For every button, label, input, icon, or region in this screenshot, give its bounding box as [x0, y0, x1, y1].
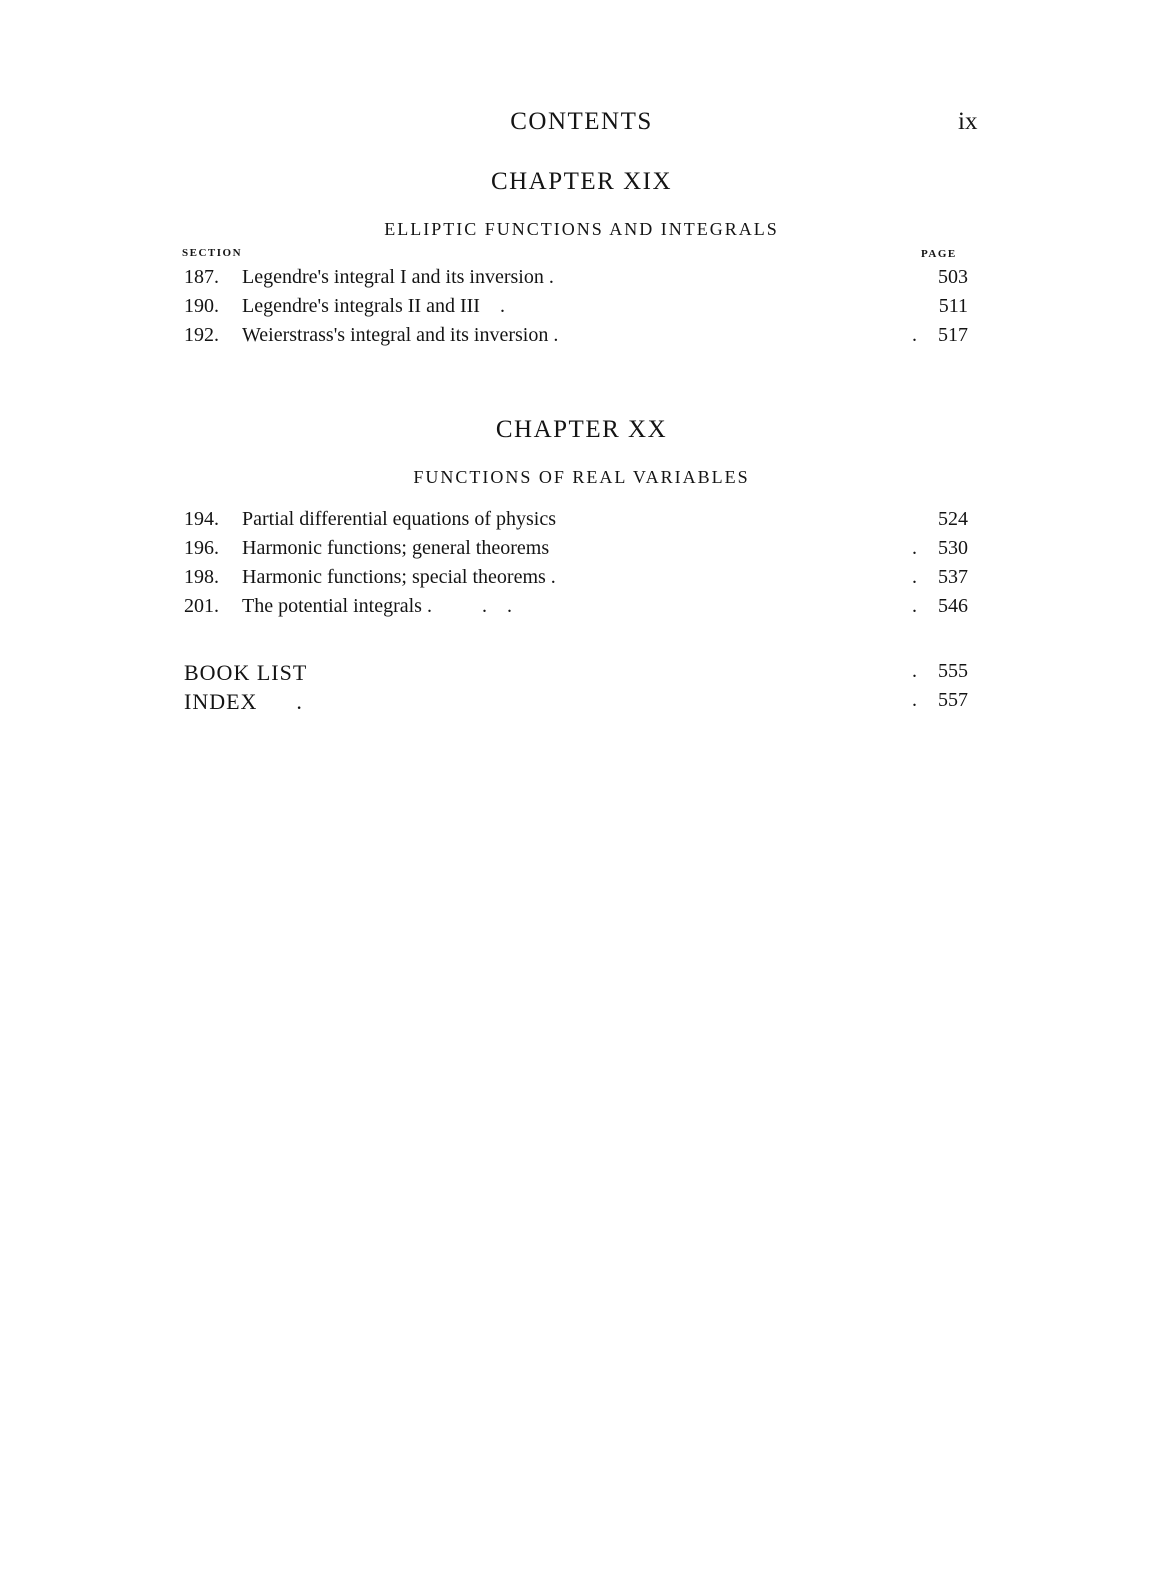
leader-dot: . — [912, 689, 918, 711]
leader-dot: . — [912, 566, 917, 588]
entry-title: Legendre's integrals II and III . — [242, 295, 505, 317]
section-number: 187. — [184, 266, 219, 288]
section-number: 196. — [184, 537, 219, 559]
toc-entry — [184, 566, 984, 594]
section-column-label: SECTION — [182, 247, 243, 259]
entry-title: Harmonic functions; general theorems — [242, 537, 550, 559]
toc-entry — [184, 266, 984, 294]
entry-title: Weierstrass's integral and its inversion . — [242, 324, 559, 346]
leader-dot: . — [912, 324, 917, 346]
running-head — [0, 108, 1163, 142]
section-number: 198. — [184, 566, 219, 588]
section-number: 190. — [184, 295, 219, 317]
page-column-label: PAGE — [921, 248, 957, 260]
leader-dot: . — [912, 537, 917, 559]
page-number: 503 — [938, 266, 968, 288]
toc-entry — [184, 295, 984, 323]
chapter-subject: ELLIPTIC FUNCTIONS AND INTEGRALS — [384, 219, 779, 239]
entry-title: Partial differential equations of physics — [242, 508, 556, 530]
entry-title: BOOK LIST — [184, 660, 308, 685]
page-number: 555 — [938, 660, 968, 682]
section-number: 201. — [184, 595, 219, 617]
chapter-subject: FUNCTIONS OF REAL VARIABLES — [413, 467, 750, 487]
section-number: 192. — [184, 324, 219, 346]
page-folio: ix — [958, 108, 978, 135]
entry-title: Harmonic functions; special theorems . — [242, 566, 556, 588]
toc-entry — [184, 537, 984, 565]
page-number: 546 — [938, 595, 968, 617]
page-number: 557 — [938, 689, 968, 711]
page-number: 511 — [938, 295, 968, 317]
page-number: 537 — [938, 566, 968, 588]
back-matter-entry — [184, 689, 984, 719]
entry-title: Legendre's integral I and its inversion . — [242, 266, 554, 288]
back-matter-entry — [184, 660, 984, 690]
page-number: 524 — [938, 508, 968, 530]
entry-title: The potential integrals . . . — [242, 595, 512, 617]
toc-entry — [184, 508, 984, 536]
toc-entry — [184, 595, 984, 623]
leader-dot: . — [912, 595, 917, 617]
chapter-heading: CHAPTER XIX — [490, 168, 673, 195]
page-number: 517 — [938, 324, 968, 346]
section-number: 194. — [184, 508, 219, 530]
running-title: CONTENTS — [510, 108, 653, 135]
chapter-heading: CHAPTER XX — [495, 416, 668, 443]
page-number: 530 — [938, 537, 968, 559]
entry-title: INDEX . — [184, 689, 303, 714]
leader-dot: . — [912, 660, 918, 682]
toc-entry — [184, 324, 984, 352]
